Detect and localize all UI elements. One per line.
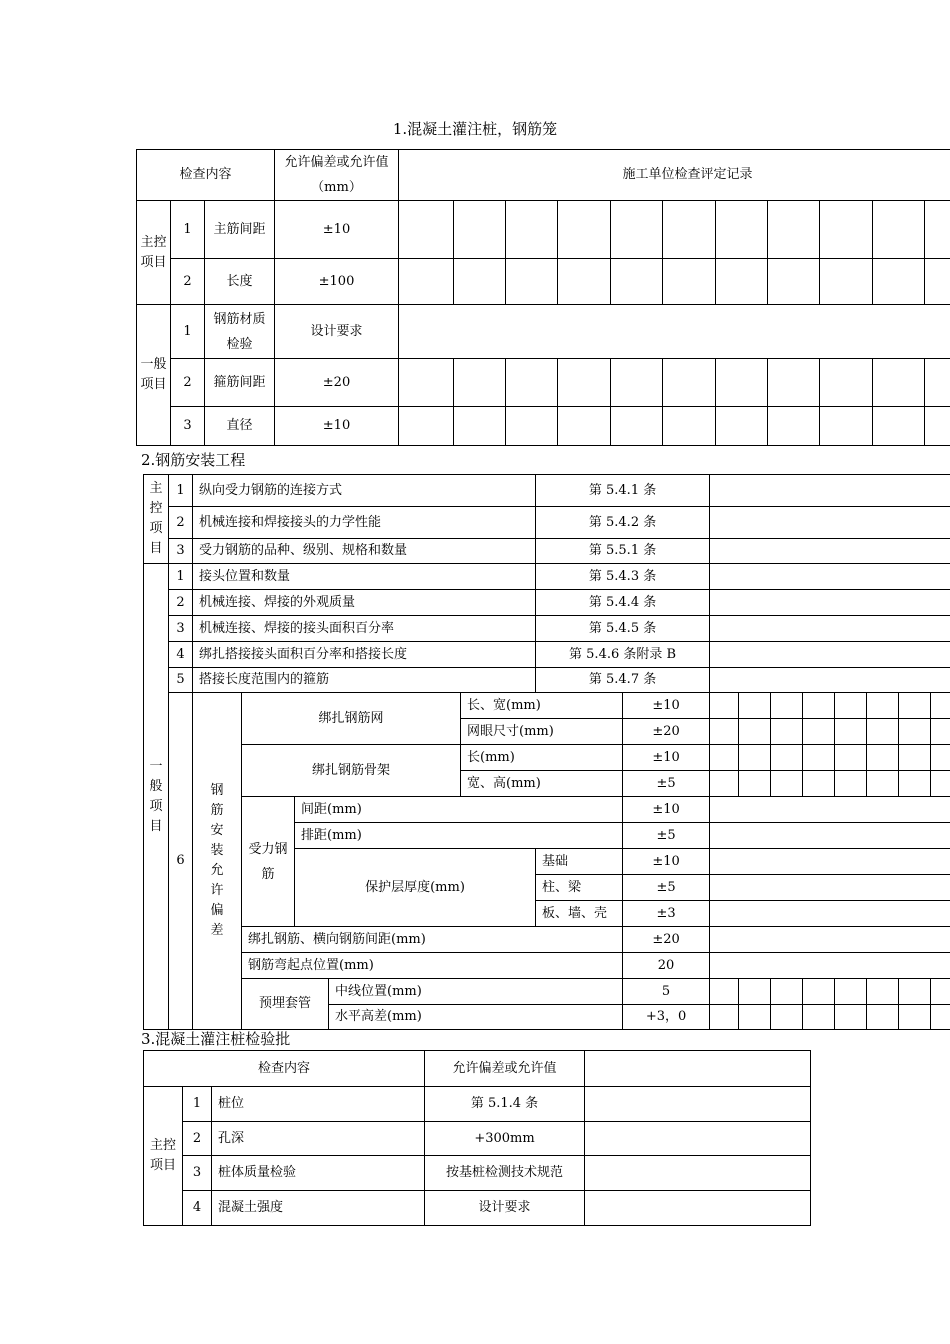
record-cell-merged[interactable]: [710, 590, 950, 616]
record-cell[interactable]: [867, 771, 899, 797]
row-no: 3: [171, 407, 205, 446]
row-value: ±10: [275, 201, 399, 259]
row-ref: 第 5.4.1 条: [536, 475, 710, 507]
record-cell[interactable]: [803, 719, 835, 745]
header-content: 检查内容: [137, 150, 275, 201]
record-cell[interactable]: [585, 1191, 811, 1226]
record-cell[interactable]: [873, 259, 925, 305]
row-no: 3: [169, 539, 193, 564]
record-cell[interactable]: [739, 771, 771, 797]
record-cell[interactable]: [899, 979, 931, 1005]
record-cell[interactable]: [835, 1005, 867, 1030]
row-item: 机械连接、焊接的接头面积百分率: [193, 616, 536, 642]
record-cell[interactable]: [867, 693, 899, 719]
row-value: +300mm: [425, 1122, 585, 1156]
group-main: 主控项目: [144, 475, 169, 564]
row-item: 机械连接、焊接的外观质量: [193, 590, 536, 616]
row-ref: 第 5.4.3 条: [536, 564, 710, 590]
row-value: ±20: [275, 359, 399, 407]
record-cell[interactable]: [506, 407, 558, 446]
record-cell[interactable]: [739, 979, 771, 1005]
row-item: 长度: [205, 259, 275, 305]
row-ref: 第 5.4.6 条附录 B: [536, 642, 710, 668]
sub-item: 钢筋弯起点位置(mm): [242, 953, 623, 979]
record-cell[interactable]: [558, 407, 611, 446]
record-cell[interactable]: [710, 1005, 739, 1030]
row-value: 按基桩检测技术规范: [425, 1156, 585, 1191]
sub-item: 排距(mm): [295, 823, 623, 849]
cover-label: 保护层厚度(mm): [295, 849, 536, 927]
sub-value: ±5: [623, 823, 710, 849]
row-item: 直径: [205, 407, 275, 446]
row-item: 混凝土强度: [212, 1191, 425, 1226]
record-cell[interactable]: [663, 359, 716, 407]
record-cell[interactable]: [716, 407, 768, 446]
record-cell[interactable]: [820, 259, 873, 305]
record-cell[interactable]: [399, 259, 454, 305]
record-cell[interactable]: [739, 1005, 771, 1030]
record-cell[interactable]: [867, 719, 899, 745]
record-cell[interactable]: [611, 201, 663, 259]
record-cell-merged[interactable]: [710, 475, 950, 507]
row-no: 3: [169, 616, 193, 642]
record-cell[interactable]: [899, 745, 931, 771]
record-cell[interactable]: [710, 771, 739, 797]
record-cell-merged[interactable]: [710, 797, 950, 823]
table2: [143, 474, 950, 1030]
table1-title: 1.混凝土灌注桩，钢筋笼: [392, 120, 558, 138]
row-ref: 第 5.4.5 条: [536, 616, 710, 642]
header-content: 检查内容: [144, 1051, 425, 1087]
row-item: 机械连接和焊接接头的力学性能: [193, 507, 536, 539]
record-cell[interactable]: [768, 259, 820, 305]
sub-value: 5: [623, 979, 710, 1005]
sub-value: ±20: [623, 927, 710, 953]
record-cell[interactable]: [399, 201, 454, 259]
deviation-label: 钢筋安装允许偏差: [193, 693, 242, 1030]
row-no: 2: [169, 507, 193, 539]
group-general: 一般项目: [144, 564, 169, 1030]
row-value: 设计要求: [425, 1191, 585, 1226]
record-cell[interactable]: [803, 1005, 835, 1030]
record-cell[interactable]: [710, 745, 739, 771]
record-cell[interactable]: [925, 359, 950, 407]
group-main: 主控项目: [144, 1087, 183, 1226]
table3-title: 3.混凝土灌注桩检验批: [141, 1030, 291, 1048]
row-item: 桩体质量检验: [212, 1156, 425, 1191]
record-cell[interactable]: [710, 719, 739, 745]
sub-value: ±10: [623, 797, 710, 823]
row-item: 搭接长度范围内的箍筋: [193, 668, 536, 693]
record-cell[interactable]: [663, 201, 716, 259]
row-no: 6: [169, 693, 193, 1030]
sleeve-label: 预埋套管: [242, 979, 329, 1030]
header-allowance: 允许偏差或允许值: [425, 1051, 585, 1087]
row-no: 4: [183, 1191, 212, 1226]
record-cell[interactable]: [454, 259, 506, 305]
sub-item: 中线位置(mm): [329, 979, 623, 1005]
record-cell[interactable]: [454, 201, 506, 259]
sub-item: 网眼尺寸(mm): [461, 719, 623, 745]
record-cell-merged[interactable]: [710, 953, 950, 979]
record-cell[interactable]: [931, 979, 950, 1005]
record-cell[interactable]: [803, 771, 835, 797]
sub-item: 板、墙、壳: [536, 901, 623, 927]
record-cell[interactable]: [585, 1087, 811, 1122]
sub-value: ±3: [623, 901, 710, 927]
row-value: 第 5.1.4 条: [425, 1087, 585, 1122]
sub-item: 水平高差(mm): [329, 1005, 623, 1030]
row-item: 纵向受力钢筋的连接方式: [193, 475, 536, 507]
record-cell[interactable]: [803, 745, 835, 771]
record-cell[interactable]: [835, 771, 867, 797]
record-cell[interactable]: [925, 259, 950, 305]
sub-value: 20: [623, 953, 710, 979]
mesh-label: 绑扎钢筋网: [242, 693, 461, 745]
record-cell-merged[interactable]: [710, 642, 950, 668]
record-cell[interactable]: [873, 407, 925, 446]
row-ref: 第 5.4.7 条: [536, 668, 710, 693]
record-cell[interactable]: [558, 359, 611, 407]
record-cell[interactable]: [931, 745, 950, 771]
record-cell[interactable]: [454, 407, 506, 446]
record-cell[interactable]: [771, 979, 803, 1005]
record-cell-merged[interactable]: [710, 539, 950, 564]
record-cell[interactable]: [820, 359, 873, 407]
group-general: 一般项目: [137, 305, 171, 446]
record-cell[interactable]: [771, 745, 803, 771]
record-cell[interactable]: [820, 407, 873, 446]
row-no: 1: [171, 305, 205, 359]
record-cell-merged[interactable]: [710, 668, 950, 693]
sub-value: ±10: [623, 849, 710, 875]
record-cell[interactable]: [506, 201, 558, 259]
record-cell[interactable]: [820, 201, 873, 259]
row-no: 3: [183, 1156, 212, 1191]
record-cell[interactable]: [716, 201, 768, 259]
sub-item: 绑扎钢筋、横向钢筋间距(mm): [242, 927, 623, 953]
row-no: 4: [169, 642, 193, 668]
row-no: 2: [171, 259, 205, 305]
record-cell[interactable]: [803, 693, 835, 719]
record-cell[interactable]: [768, 359, 820, 407]
table1: [136, 149, 950, 446]
record-cell[interactable]: [611, 359, 663, 407]
sub-item: 长(mm): [461, 745, 623, 771]
row-item: 箍筋间距: [205, 359, 275, 407]
record-cell[interactable]: [835, 979, 867, 1005]
record-cell[interactable]: [899, 719, 931, 745]
record-cell[interactable]: [931, 771, 950, 797]
row-no: 5: [169, 668, 193, 693]
group-main: 主控项目: [137, 201, 171, 305]
stress-bar-label: 受力钢筋: [242, 797, 295, 927]
record-cell[interactable]: [835, 693, 867, 719]
row-no: 2: [183, 1122, 212, 1156]
sub-item: 宽、高(mm): [461, 771, 623, 797]
record-cell[interactable]: [611, 407, 663, 446]
record-cell[interactable]: [899, 771, 931, 797]
row-no: 1: [171, 201, 205, 259]
row-item: 绑扎搭接接头面积百分率和搭接长度: [193, 642, 536, 668]
record-cell[interactable]: [771, 771, 803, 797]
sub-value: ±5: [623, 771, 710, 797]
record-cell[interactable]: [835, 719, 867, 745]
row-no: 1: [183, 1087, 212, 1122]
record-cell[interactable]: [931, 719, 950, 745]
record-cell[interactable]: [506, 359, 558, 407]
record-cell[interactable]: [710, 693, 739, 719]
record-cell[interactable]: [899, 1005, 931, 1030]
sub-value: ±5: [623, 875, 710, 901]
record-cell[interactable]: [454, 359, 506, 407]
record-cell[interactable]: [558, 201, 611, 259]
table3: [143, 1050, 811, 1226]
record-cell[interactable]: [867, 979, 899, 1005]
record-cell[interactable]: [399, 407, 454, 446]
row-no: 2: [171, 359, 205, 407]
header-record[interactable]: [585, 1051, 811, 1087]
record-cell[interactable]: [771, 719, 803, 745]
record-cell[interactable]: [873, 359, 925, 407]
row-item: 桩位: [212, 1087, 425, 1122]
sub-value: ±20: [623, 719, 710, 745]
row-ref: 第 5.5.1 条: [536, 539, 710, 564]
record-cell-merged[interactable]: [710, 823, 950, 849]
record-cell[interactable]: [585, 1156, 811, 1191]
sub-item: 长、宽(mm): [461, 693, 623, 719]
record-cell[interactable]: [739, 719, 771, 745]
sub-item: 基础: [536, 849, 623, 875]
record-cell[interactable]: [867, 745, 899, 771]
record-cell-merged[interactable]: [710, 875, 950, 901]
row-item: 主筋间距: [205, 201, 275, 259]
record-cell[interactable]: [925, 201, 950, 259]
table2-title: 2.钢筋安装工程: [141, 451, 246, 469]
sub-item: 柱、梁: [536, 875, 623, 901]
record-cell[interactable]: [558, 259, 611, 305]
record-cell-merged[interactable]: [710, 564, 950, 590]
row-no: 1: [169, 475, 193, 507]
record-cell-merged[interactable]: [710, 616, 950, 642]
record-cell[interactable]: [931, 1005, 950, 1030]
row-value: 设计要求: [275, 305, 399, 359]
record-cell[interactable]: [803, 979, 835, 1005]
record-cell[interactable]: [931, 693, 950, 719]
record-cell[interactable]: [925, 407, 950, 446]
record-cell[interactable]: [739, 745, 771, 771]
record-cell-merged[interactable]: [710, 901, 950, 927]
record-cell[interactable]: [710, 979, 739, 1005]
record-cell[interactable]: [899, 693, 931, 719]
sub-item: 间距(mm): [295, 797, 623, 823]
record-cell-merged[interactable]: [710, 507, 950, 539]
sub-value: ±10: [623, 745, 710, 771]
row-no: 1: [169, 564, 193, 590]
record-cell[interactable]: [867, 1005, 899, 1030]
record-cell[interactable]: [873, 201, 925, 259]
record-cell[interactable]: [739, 693, 771, 719]
header-allowance: 允许偏差或允许值（mm）: [275, 150, 399, 201]
record-cell[interactable]: [768, 407, 820, 446]
record-cell[interactable]: [663, 259, 716, 305]
row-item: 钢筋材质检验: [205, 305, 275, 359]
row-ref: 第 5.4.2 条: [536, 507, 710, 539]
record-cell[interactable]: [399, 359, 454, 407]
row-value: ±100: [275, 259, 399, 305]
record-cell[interactable]: [716, 359, 768, 407]
row-value: ±10: [275, 407, 399, 446]
record-cell-merged[interactable]: [710, 927, 950, 953]
record-cell[interactable]: [771, 1005, 803, 1030]
row-no: 2: [169, 590, 193, 616]
record-cell[interactable]: [506, 259, 558, 305]
row-item: 受力钢筋的品种、级别、规格和数量: [193, 539, 536, 564]
record-cell-merged[interactable]: [399, 305, 950, 359]
record-cell[interactable]: [768, 201, 820, 259]
sub-value: +3，0: [623, 1005, 710, 1030]
record-cell[interactable]: [585, 1122, 811, 1156]
record-cell[interactable]: [716, 259, 768, 305]
frame-label: 绑扎钢筋骨架: [242, 745, 461, 797]
record-cell[interactable]: [611, 259, 663, 305]
record-cell[interactable]: [835, 745, 867, 771]
row-ref: 第 5.4.4 条: [536, 590, 710, 616]
row-item: 孔深: [212, 1122, 425, 1156]
record-cell[interactable]: [663, 407, 716, 446]
record-cell-merged[interactable]: [710, 849, 950, 875]
header-record: 施工单位检查评定记录: [399, 150, 950, 201]
sub-value: ±10: [623, 693, 710, 719]
record-cell[interactable]: [771, 693, 803, 719]
row-item: 接头位置和数量: [193, 564, 536, 590]
